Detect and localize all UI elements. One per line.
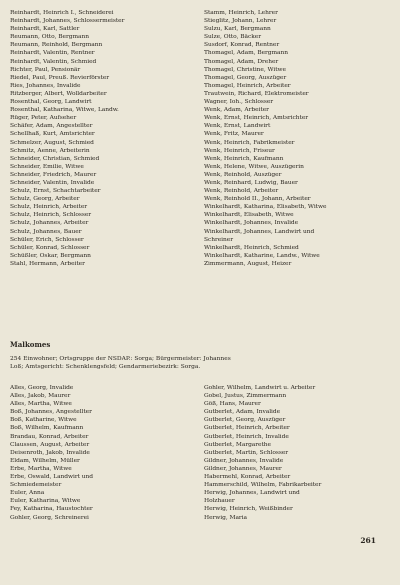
list-entry: Stamm, Heinrich, Lehrer — [204, 10, 278, 16]
list-entry: Gutberlet, Martin, Schlosser — [204, 449, 289, 456]
list-entry: Schellhaß, Kurt, Amtsrichter — [10, 131, 95, 138]
list-entry: Wenk, Heinrich, Fabrikmeister — [204, 139, 295, 146]
malkomes-listing — [10, 384, 392, 522]
list-entry: Wenk, Reinhard, Ludwig, Bauer — [204, 179, 298, 186]
list-entry: Schneider, Friedrich, Maurer — [10, 171, 97, 178]
list-entry: Göß, Hans, Maurer — [204, 401, 261, 408]
list-entry: Wenk, Ernst, Heinrich, Amtsrichter — [204, 115, 309, 122]
list-entry: Winkelhardt, Johannes, Landwirt und — [204, 228, 315, 235]
list-entry: Euler, Katharina, Witwe — [10, 498, 81, 505]
list-entry: Reumann, Otto, Bergmann — [10, 34, 89, 41]
list-entry: Wenk, Reinhold II., Johann, Arbeiter — [204, 196, 311, 203]
list-entry: Schüßler, Oskar, Bergmann — [10, 252, 91, 259]
list-entry: Schüler, Konrad, Schlosser — [10, 244, 90, 251]
list-entry: Schneider, Emilie, Witwe — [10, 163, 84, 170]
list-entry: Winkelhardt, Heinrich, Schmied — [204, 244, 299, 251]
top-listing — [10, 9, 392, 268]
malkomes-right-column — [204, 384, 392, 522]
list-entry: Reinhardt, Karl, Sattler — [10, 26, 80, 33]
list-entry: Winkelhardt, Johannes, Invalide — [204, 220, 299, 227]
list-entry: Fey, Katharina, Haustochter — [10, 506, 93, 513]
list-entry: Brandau, Konrad, Arbeiter — [10, 433, 89, 440]
list-entry: Thomagel, Christine, Witwe — [204, 66, 286, 73]
section-intro — [10, 355, 392, 372]
list-entry: Herwig, Maria — [204, 514, 247, 521]
list-entry: Erbe, Oswald, Landwirt und — [10, 474, 93, 481]
list-entry: Winkelhardt, Elisabeth, Witwe — [204, 212, 294, 219]
malkomes-left-column — [10, 384, 198, 522]
list-entry: Thomagel, Adam, Dreher — [204, 58, 279, 65]
list-entry: Schmiedemeister — [10, 482, 62, 489]
list-entry: Sulze, Otto, Bäcker — [204, 34, 261, 41]
list-entry: Schüler, Erich, Schlosser — [10, 236, 84, 243]
list-entry: Thomagel, Adam, Bergmann — [204, 50, 289, 57]
list-entry: Alles, Jakob, Maurer — [10, 393, 71, 400]
list-entry: Gutberlet, Heinrich, Invalide — [204, 433, 289, 440]
top-left-column — [10, 9, 198, 268]
page-number: 261 — [360, 536, 376, 545]
list-entry: Gutberlet, Georg, Auszüger — [204, 417, 286, 424]
list-entry: Gutberlet, Margarethe — [204, 441, 271, 448]
section-title: Malkomes — [10, 340, 51, 349]
list-entry: Reinhardt, Heinrich I., Schneiderei — [10, 10, 114, 16]
list-entry: Gohler, Georg, Schreinerei — [10, 514, 89, 521]
list-entry: Gobel, Justus, Zimmermann — [204, 393, 287, 400]
list-entry: Wenk, Reinhold, Auszüger — [204, 171, 282, 178]
list-entry: Ritzberger, Albert, Wolldarbeiter — [10, 90, 107, 97]
list-entry: Hammerschild, Wilhelm, Fabrikarbeiter — [204, 482, 322, 489]
list-entry: Gutberlet, Adam, Invalide — [204, 409, 281, 416]
list-entry: Zimmermann, August, Heizer — [204, 260, 292, 267]
list-entry: Winkelhardt, Katharine, Landw., Witwe — [204, 252, 320, 259]
list-entry: Rüger, Peter, Aufseher — [10, 115, 77, 122]
list-entry: Claussen, August, Arbeiter — [10, 441, 90, 448]
list-entry: Reinhardt, Valentin, Schmied — [10, 58, 97, 65]
list-entry: Wenk, Reinhold, Arbeiter — [204, 188, 279, 195]
list-entry: Richter, Paul, Pensionär — [10, 66, 81, 73]
list-entry: Habermehl, Konrad, Arbeiter — [204, 474, 291, 481]
list-entry: Wagner, Ioh., Schlosser — [204, 99, 274, 106]
list-entry: Reinhardt, Valentin, Rentner — [10, 50, 95, 57]
list-entry: Boß, Katharine, Witwe — [10, 417, 77, 424]
list-entry: Boß, Wilhelm, Kaufmann — [10, 425, 84, 432]
list-entry: Schulz, Heinrich, Arbeiter — [10, 204, 88, 211]
list-entry: Boß, Johannes, Angestellter — [10, 409, 92, 416]
list-entry: Gildner, Johannes, Invalide — [204, 457, 284, 464]
list-entry: Schneider, Valentin, Invalide — [10, 179, 95, 186]
list-entry: Erbe, Martha, Witwe — [10, 465, 72, 472]
list-entry: Winkelhardt, Katharina, Elisabeth, Witwe — [204, 204, 327, 211]
list-entry: Thomagel, Heinrich, Arbeiter — [204, 82, 291, 89]
list-entry: Wenk, Helene, Witwe, Auszügerin — [204, 163, 304, 170]
list-entry: Susdorf, Konrad, Rentner — [204, 42, 280, 49]
list-entry: Schulz, Johannes, Arbeiter — [10, 220, 89, 227]
list-entry: Rosenthal, Katharina, Witwe, Landw. — [10, 107, 119, 114]
list-entry: Stieglitz, Johann, Lehrer — [204, 18, 277, 25]
list-entry: Stahl, Hermann, Arbeiter — [10, 260, 85, 267]
list-entry: Reumann, Reinhold, Bergmann — [10, 42, 103, 49]
list-entry: Wenk, Ernst, Landwirt — [204, 123, 271, 130]
list-entry: Herwig, Johannes, Landwirt und — [204, 490, 300, 497]
top-right-column — [204, 9, 392, 268]
list-entry: Alles, Martha, Witwe — [10, 401, 72, 408]
list-entry: Schmitz, Aenne, Arbeiterin — [10, 147, 90, 154]
list-entry: Eldam, Wilhelm, Müller — [10, 457, 80, 464]
list-entry: Euler, Anna — [10, 490, 45, 497]
list-entry: Rosenthal, Georg, Landwirt — [10, 99, 92, 106]
list-entry: Schulz, Georg, Arbeiter — [10, 196, 80, 203]
list-entry: Gildner, Johannes, Maurer — [204, 465, 282, 472]
list-entry: Ries, Johannes, Invalide — [10, 82, 81, 89]
list-entry: Schulz, Ernst, Schachtarbeiter — [10, 188, 101, 195]
list-entry: Schneider, Christian, Schmied — [10, 155, 100, 162]
list-entry: Deisenroth, Jakob, Invalide — [10, 449, 90, 456]
list-entry: Gohler, Wilhelm, Landwirt u. Arbeiter — [204, 385, 316, 391]
list-entry: Wenk, Adam, Arbeiter — [204, 107, 269, 114]
intro-line: Loß; Amtsgericht: Schenklengsfeld; Gendarmeriebezirk: Sorga. — [10, 364, 201, 371]
list-entry: Gutberlet, Heinrich, Arbeiter — [204, 425, 290, 432]
list-entry: Schreiner — [204, 236, 233, 243]
list-entry: Schäfer, Adam, Angestellter — [10, 123, 93, 130]
list-entry: Wenk, Fritz, Maurer — [204, 131, 264, 138]
list-entry: Schulz, Heinrich, Schlosser — [10, 212, 92, 219]
intro-line: 254 Einwohner; Ortsgruppe der NSDAP.: Sorga; Bürgermeister: Johannes — [10, 356, 231, 362]
list-entry: Wenk, Heinrich, Kaufmann — [204, 155, 284, 162]
list-entry: Sulzu, Karl, Bergmann — [204, 26, 271, 33]
list-entry: Riedel, Paul, Preuß. Revierförster — [10, 74, 110, 81]
list-entry: Herwig, Heinrich, Weißbinder — [204, 506, 293, 513]
list-entry: Reinhardt, Johannes, Schlossermeister — [10, 18, 125, 25]
list-entry: Schmelzer, August, Schmied — [10, 139, 94, 146]
list-entry: Thomagel, Georg, Auszüger — [204, 74, 287, 81]
list-entry: Wenk, Heinrich, Friseur — [204, 147, 275, 154]
list-entry: Alles, Georg, Invalide — [10, 385, 74, 391]
list-entry: Schulz, Johannes, Bauer — [10, 228, 82, 235]
list-entry: Trautwein, Richard, Elektromeister — [204, 90, 309, 97]
list-entry: Holzhauer — [204, 498, 235, 505]
